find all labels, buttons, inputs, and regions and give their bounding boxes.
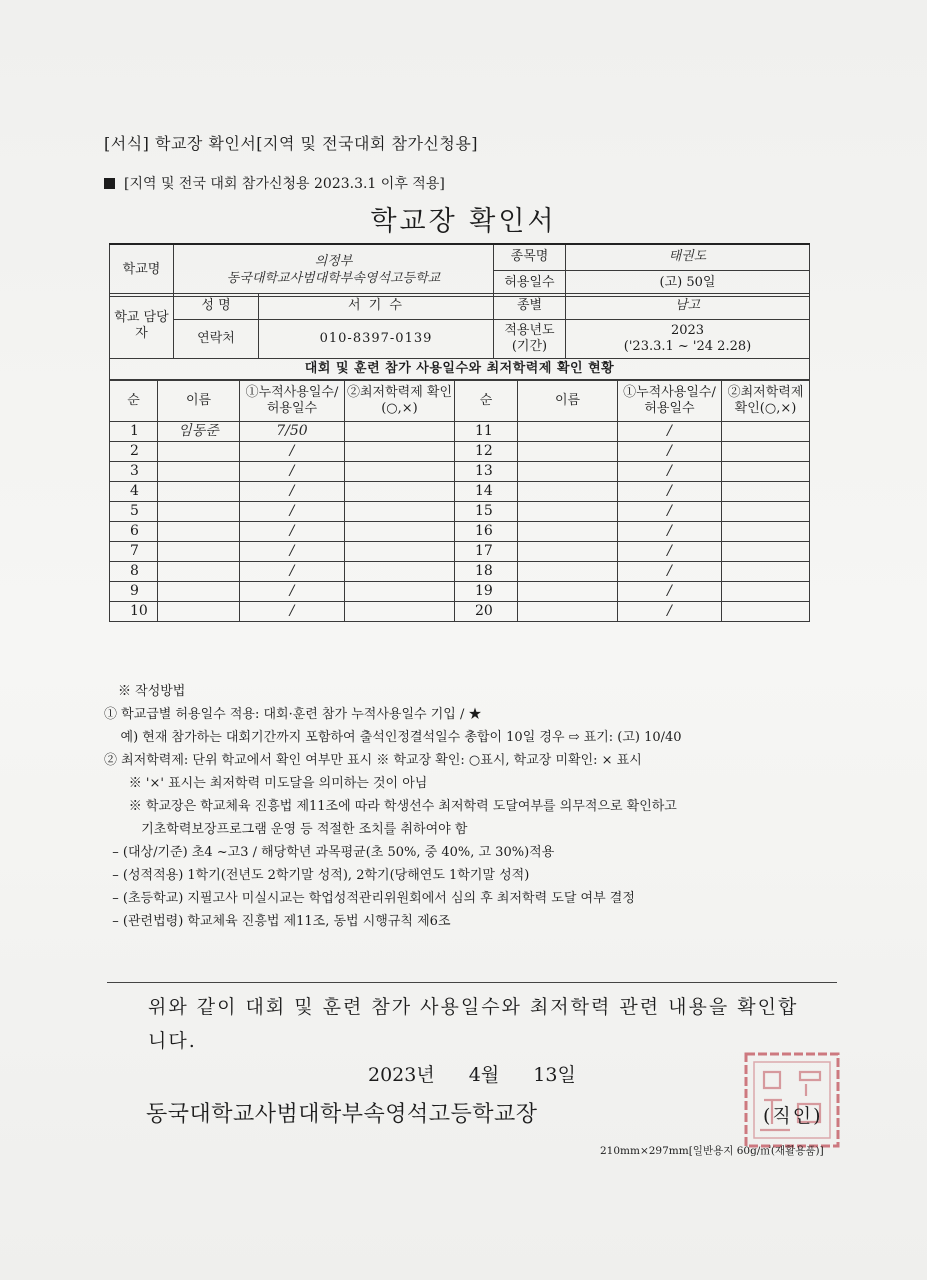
- participation-table: [109, 380, 810, 622]
- row-no: 12: [455, 442, 518, 462]
- school-region: 의정부: [314, 254, 353, 270]
- table-row: [110, 442, 810, 462]
- days-value: (고) 50일: [566, 271, 810, 297]
- row-name: [158, 542, 240, 562]
- square-bullet-icon: [104, 178, 115, 189]
- header-mark-left: ②최저학력제 확인(○,×): [345, 381, 455, 422]
- teacher-row-contact: [110, 320, 810, 359]
- note-line: ① 학교급별 허용일수 적용: 대회·훈련 참가 누적사용일수 기입 / ★: [104, 707, 482, 722]
- row-days: /: [618, 602, 722, 622]
- table-row: [110, 562, 810, 582]
- form-label: [서식] 학교장 확인서[지역 및 전국대회 참가신청용]: [104, 134, 479, 153]
- header-no-left: 순: [110, 381, 158, 422]
- table-row: [110, 502, 810, 522]
- row-no: 1: [110, 422, 158, 442]
- row-mark: [345, 542, 455, 562]
- row-name: [158, 502, 240, 522]
- row-mark: [345, 462, 455, 482]
- row-no: 15: [455, 502, 518, 522]
- row-days: /: [618, 562, 722, 582]
- row-no: 2: [110, 442, 158, 462]
- header-days-right: ①누적사용일수/ 허용일수: [618, 381, 722, 422]
- row-no: 9: [110, 582, 158, 602]
- principal-title: 동국대학교사범대학부속영석고등학교장: [146, 1102, 538, 1127]
- row-name: [158, 522, 240, 542]
- note-line: 기초학력보장프로그램 운영 등 적절한 조치를 취하여야 함: [104, 822, 468, 837]
- row-days: /: [240, 482, 345, 502]
- row-name: 임동준: [158, 422, 240, 442]
- row-mark: [345, 482, 455, 502]
- row-mark: [345, 602, 455, 622]
- row-name: [518, 462, 618, 482]
- row-mark: [722, 602, 810, 622]
- row-no: 14: [455, 482, 518, 502]
- table-row: [110, 582, 810, 602]
- sport-value: 태권도: [566, 244, 810, 271]
- school-info-table: [109, 243, 810, 297]
- row-days: 7/50: [240, 422, 345, 442]
- row-no: 5: [110, 502, 158, 522]
- row-no: 13: [455, 462, 518, 482]
- row-name: [518, 442, 618, 462]
- row-days: /: [618, 422, 722, 442]
- row-no: 7: [110, 542, 158, 562]
- grid-header-row: [110, 381, 810, 422]
- table-row: [110, 522, 810, 542]
- days-label: 허용일수: [494, 271, 566, 297]
- gender-label: 종별: [494, 294, 566, 320]
- row-days: /: [240, 602, 345, 622]
- paper-spec: 210mm×297mm[일반용지 60g/㎡(재활용품)]: [600, 1145, 824, 1157]
- school-cell: [174, 244, 494, 297]
- row-days: /: [240, 442, 345, 462]
- row-no: 6: [110, 522, 158, 542]
- date-year: 2023년: [368, 1064, 435, 1086]
- row-mark: [345, 522, 455, 542]
- row-mark: [722, 462, 810, 482]
- instructions: [104, 680, 682, 933]
- row-days: /: [618, 442, 722, 462]
- name-value: 서 기 수: [259, 294, 494, 320]
- row-days: /: [618, 542, 722, 562]
- row-mark: [722, 502, 810, 522]
- row-mark: [722, 522, 810, 542]
- row-mark: [722, 482, 810, 502]
- note-line: ② 최저학력제: 단위 학교에서 확인 여부만 표시 ※ 학교장 확인: ○표시, 학교장 미확인: × 표시: [104, 753, 642, 768]
- contact-label: 연락처: [174, 320, 259, 359]
- sport-label: 종목명: [494, 244, 566, 271]
- date-day: 13일: [533, 1064, 576, 1086]
- row-no: 4: [110, 482, 158, 502]
- year-label: 적용년도 (기간): [494, 320, 566, 359]
- note-line: – (성적적용) 1학기(전년도 2학기말 성적), 2학기(당해연도 1학기말 성적): [104, 868, 530, 883]
- row-mark: [345, 442, 455, 462]
- row-no: 11: [455, 422, 518, 442]
- row-days: /: [618, 502, 722, 522]
- confirmation-line-1: 위와 같이 대회 및 훈련 참가 사용일수와 최저학력 관련 내용을 확인합: [148, 996, 799, 1018]
- year-cell: [566, 320, 810, 359]
- row-no: 10: [110, 602, 158, 622]
- row-mark: [722, 582, 810, 602]
- row-name: [158, 562, 240, 582]
- row-mark: [345, 582, 455, 602]
- row-name: [518, 562, 618, 582]
- row-mark: [722, 562, 810, 582]
- row-days: /: [240, 462, 345, 482]
- seal-label: (직인): [763, 1105, 823, 1127]
- row-name: [158, 442, 240, 462]
- row-name: [518, 602, 618, 622]
- row-mark: [722, 422, 810, 442]
- official-seal-icon: [740, 1048, 844, 1152]
- row-no: 18: [455, 562, 518, 582]
- row-mark: [345, 502, 455, 522]
- note-line: ※ '×' 표시는 최저학력 미도달을 의미하는 것이 아님: [104, 776, 428, 791]
- row-days: /: [240, 522, 345, 542]
- row-days: /: [240, 562, 345, 582]
- grid-caption: 대회 및 훈련 참가 사용일수와 최저학력제 확인 현황: [110, 359, 810, 380]
- note-line: – (초등학교) 지필고사 미실시교는 학업성적관리위원회에서 심의 후 최저학력 도달 여부 결정: [104, 891, 635, 906]
- date-month: 4월: [468, 1064, 500, 1086]
- row-mark: [345, 422, 455, 442]
- row-name: [518, 482, 618, 502]
- row-days: /: [618, 462, 722, 482]
- row-name: [158, 582, 240, 602]
- row-no: 17: [455, 542, 518, 562]
- row-name: [158, 482, 240, 502]
- row-name: [518, 542, 618, 562]
- school-label: 학교명: [110, 244, 174, 297]
- row-days: /: [240, 542, 345, 562]
- school-name: 동국대학교사범대학부속영석고등학교: [226, 270, 441, 286]
- teacher-info-table: [109, 293, 810, 380]
- row-no: 16: [455, 522, 518, 542]
- row-days: /: [240, 582, 345, 602]
- row-no: 8: [110, 562, 158, 582]
- grid-caption-row: [110, 359, 810, 380]
- row-name: [518, 522, 618, 542]
- confirmation-line-2: 니다.: [148, 1030, 197, 1052]
- info-row-school: [110, 244, 810, 271]
- table-row: [110, 462, 810, 482]
- note-line: 예) 현재 참가하는 대회기간까지 포함하여 출석인정결석일수 총합이 10일 경우 ⇨ 표기: (고) 10/40: [104, 730, 682, 745]
- row-days: /: [618, 522, 722, 542]
- header-no-right: 순: [455, 381, 518, 422]
- table-row: [110, 422, 810, 442]
- table-row: [110, 542, 810, 562]
- row-name: [518, 582, 618, 602]
- teacher-row-name: [110, 294, 810, 320]
- grid-body: [110, 422, 810, 622]
- header-name-right: 이름: [518, 381, 618, 422]
- row-name: [158, 602, 240, 622]
- name-label: 성 명: [174, 294, 259, 320]
- row-days: /: [240, 502, 345, 522]
- row-mark: [722, 442, 810, 462]
- row-no: 19: [455, 582, 518, 602]
- sub-label-text: [지역 및 전국 대회 참가신청용 2023.3.1 이후 적용]: [124, 176, 445, 192]
- teacher-label: 학교 담당자: [110, 294, 174, 359]
- note-line: – (대상/기준) 초4 ~고3 / 해당학년 과목평균(초 50%, 중 40%, 고 30%)적용: [104, 845, 555, 860]
- confirmation-text: [148, 990, 798, 1058]
- row-no: 20: [455, 602, 518, 622]
- row-name: [158, 462, 240, 482]
- contact-value: 010-8397-0139: [259, 320, 494, 359]
- note-line: ※ 학교장은 학교체육 진흥법 제11조에 따라 학생선수 최저학력 도달여부를 의무적으로 확인하고: [104, 799, 677, 814]
- header-name-left: 이름: [158, 381, 240, 422]
- note-line: – (관련법령) 학교체육 진흥법 제11조, 동법 시행규칙 제6조: [104, 914, 451, 929]
- table-row: [110, 602, 810, 622]
- row-name: [518, 422, 618, 442]
- confirmation-date: [368, 1060, 604, 1087]
- header-days-left: ①누적사용일수/ 허용일수: [240, 381, 345, 422]
- document-title: 학교장 확인서: [370, 206, 557, 237]
- period-value: ('23.3.1 ~ '24 2.28): [623, 339, 752, 354]
- year-value: 2023: [670, 322, 705, 338]
- gender-value: 남고: [566, 294, 810, 320]
- sub-label: [104, 173, 445, 193]
- divider: [107, 982, 837, 983]
- header-mark-right: ②최저학력제 확인(○,×): [722, 381, 810, 422]
- instructions-heading: ※ 작성방법: [118, 684, 186, 699]
- row-no: 3: [110, 462, 158, 482]
- row-mark: [345, 562, 455, 582]
- row-days: /: [618, 582, 722, 602]
- table-row: [110, 482, 810, 502]
- row-mark: [722, 542, 810, 562]
- row-name: [518, 502, 618, 522]
- row-days: /: [618, 482, 722, 502]
